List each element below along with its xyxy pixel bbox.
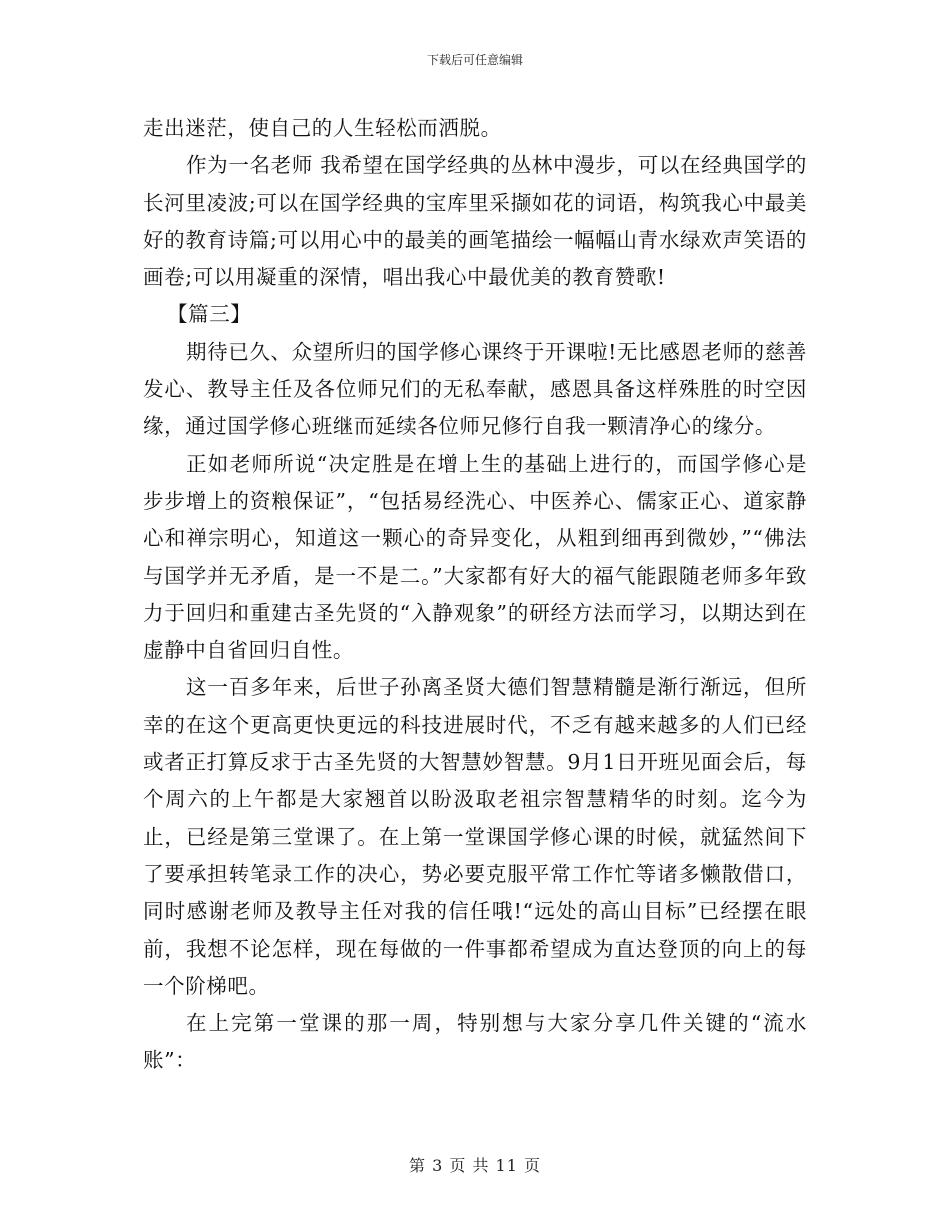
page-header: 下载后可任意编辑 <box>426 53 523 67</box>
paragraph-century-reflection: 这一百多年来，后世子孙离圣贤大德们智慧精髓是渐行渐远，但所幸的在这个更高更快更远的科技进展时代，不乏有越来越多的人们已经或者正打算反求于古圣先贤的大智慧妙智慧。9月1日开班见面会后，每个周六的上午都是大家翘首以盼汲取老祖宗智慧精华的时刻。迄今为止，已经是第三堂课了。在上第一堂课国学修心课的时候，就猛然间下了要承担转笔录工作的决心，势必要克服平常工作忙等诸多懒散借口，同时感谢老师及教导主任对我的信任哦!“远处的高山目标”已经摆在眼前，我想不论怎样，现在每做的一件事都希望成为直达登顶的向上的每一个阶梯吧。 <box>143 675 807 998</box>
paragraph-course-start: 期待已久、众望所归的国学修心课终于开课啦!无比感恩老师的慈善发心、教导主任及各位师兄们的无私奉献，感恩具备这样殊胜的时空因缘，通过国学修心班继而延续各位师兄修行自我一颗清净心的缘分。 <box>143 339 807 439</box>
paragraph-teacher-wish: 作为一名老师 我希望在国学经典的丛林中漫步，可以在经典国学的长河里凌波;可以在国学经典的宝库里采撷如花的词语，构筑我心中最美好的教育诗篇;可以用心中的最美的画笔描绘一幅幅山青水绿欢声笑语的画卷;可以用凝重的深情，唱出我心中最优美的教育赞歌! <box>143 153 807 290</box>
paragraph-first-week: 在上完第一堂课的那一周，特别想与大家分享几件关键的“流水账”： <box>143 1011 807 1073</box>
document-body <box>143 110 807 1080</box>
section-heading: 【篇三】 <box>167 302 252 327</box>
paragraph-teacher-quote: 正如老师所说“决定胜是在增上生的基础上进行的，而国学修心是步步增上的资粮保证”，“包括易经洗心、中医养心、儒家正心、道家静心和禅宗明心，知道这一颗心的奇异变化，从粗到细再到微妙，”“佛法与国学并无矛盾，是一不是二。”大家都有好大的福气能跟随老师多年致力于回归和重建古圣先贤的“入静观象”的研经方法而学习，以期达到在虚静中自省回归自性。 <box>143 451 807 663</box>
page-number: 第 3 页 共 11 页 <box>409 1156 541 1175</box>
paragraph-continuation: 走出迷茫，使自己的人生轻松而洒脱。 <box>143 116 502 140</box>
